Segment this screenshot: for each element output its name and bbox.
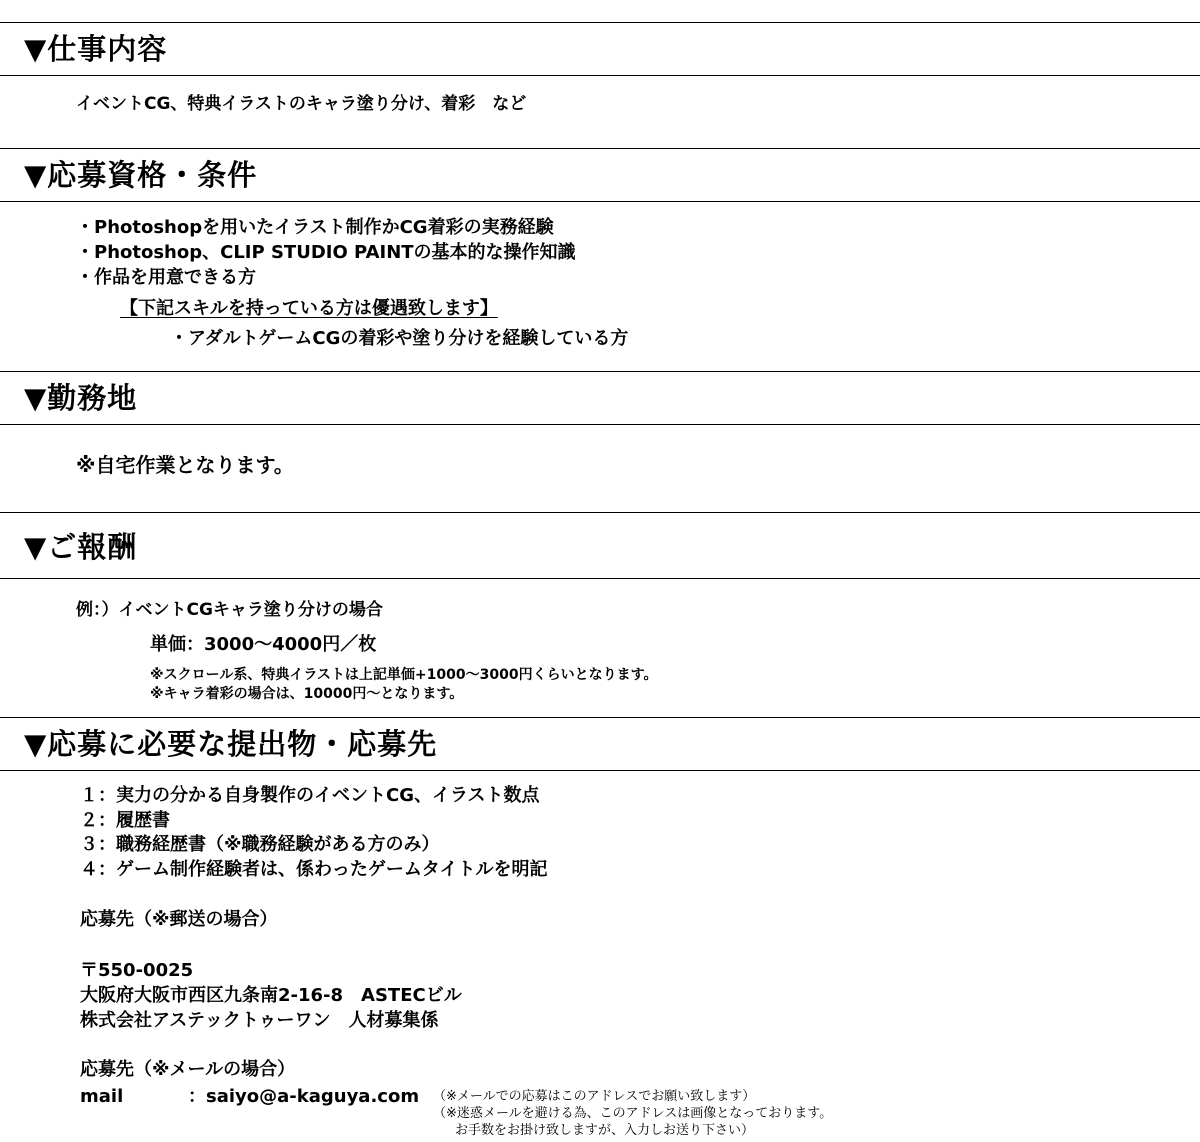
divider bbox=[0, 717, 1200, 718]
divider bbox=[0, 22, 1200, 23]
submission-item: １：実力の分かる自身製作のイベントCG、イラスト数点 bbox=[80, 785, 540, 806]
qualification-item: ・作品を用意できる方 bbox=[76, 267, 256, 288]
section-heading-qualifications: ▼応募資格・条件 bbox=[24, 158, 258, 192]
postal-destination-label: 応募先（※郵送の場合） bbox=[80, 909, 278, 930]
section-heading-reward: ▼ご報酬 bbox=[24, 530, 138, 564]
divider bbox=[0, 371, 1200, 372]
mail-label: mail bbox=[80, 1086, 124, 1107]
mail-address-image: ：saiyo@a-kaguya.com bbox=[188, 1086, 420, 1107]
postal-address: 大阪府大阪市西区九条南2-16-8 ASTECビル bbox=[80, 985, 462, 1006]
divider bbox=[0, 770, 1200, 771]
divider bbox=[0, 148, 1200, 149]
divider bbox=[0, 201, 1200, 202]
submission-item: ４：ゲーム制作経験者は、係わったゲームタイトルを明記 bbox=[80, 859, 548, 880]
qualification-item: ・Photoshop、CLIP STUDIO PAINTの基本的な操作知識 bbox=[76, 242, 576, 263]
email-destination-label: 応募先（※メールの場合） bbox=[80, 1059, 296, 1080]
mail-note: お手数をお掛け致しますが、入力しお送り下さい） bbox=[455, 1123, 755, 1138]
reward-example: 例：）イベントCGキャラ塗り分けの場合 bbox=[76, 600, 383, 620]
divider bbox=[0, 512, 1200, 513]
reward-note: ※キャラ着彩の場合は、10000円～となります。 bbox=[150, 686, 464, 702]
mail-note: （※メールでの応募はこのアドレスでお願い致します） bbox=[433, 1089, 756, 1104]
divider bbox=[0, 75, 1200, 76]
preferred-skills-heading: 【下記スキルを持っている方は優遇致します】 bbox=[120, 298, 498, 319]
section-heading-apply: ▼応募に必要な提出物・応募先 bbox=[24, 727, 438, 761]
section-heading-job: ▼仕事内容 bbox=[24, 32, 168, 66]
divider bbox=[0, 578, 1200, 579]
location-text: ※自宅作業となります。 bbox=[76, 453, 294, 477]
section-heading-location: ▼勤務地 bbox=[24, 381, 138, 415]
reward-unit-price: 単価：3000～4000円／枚 bbox=[150, 634, 377, 655]
divider bbox=[0, 424, 1200, 425]
qualification-item: ・Photoshopを用いたイラスト制作かCG着彩の実務経験 bbox=[76, 217, 554, 238]
submission-item: ３：職務経歴書（※職務経験がある方のみ） bbox=[80, 834, 440, 855]
preferred-skill-item: ・アダルトゲームCGの着彩や塗り分けを経験している方 bbox=[170, 328, 629, 349]
reward-note: ※スクロール系、特典イラストは上記単価+1000～3000円くらいとなります。 bbox=[150, 667, 658, 683]
company-name: 株式会社アステックトゥーワン 人材募集係 bbox=[80, 1010, 439, 1031]
submission-item: ２：履歴書 bbox=[80, 810, 170, 831]
job-description: イベントCG、特典イラストのキャラ塗り分け、着彩 など bbox=[76, 94, 527, 114]
postal-code: 〒550-0025 bbox=[80, 960, 194, 981]
mail-note: （※迷惑メールを避ける為、このアドレスは画像となっております。 bbox=[433, 1106, 833, 1121]
